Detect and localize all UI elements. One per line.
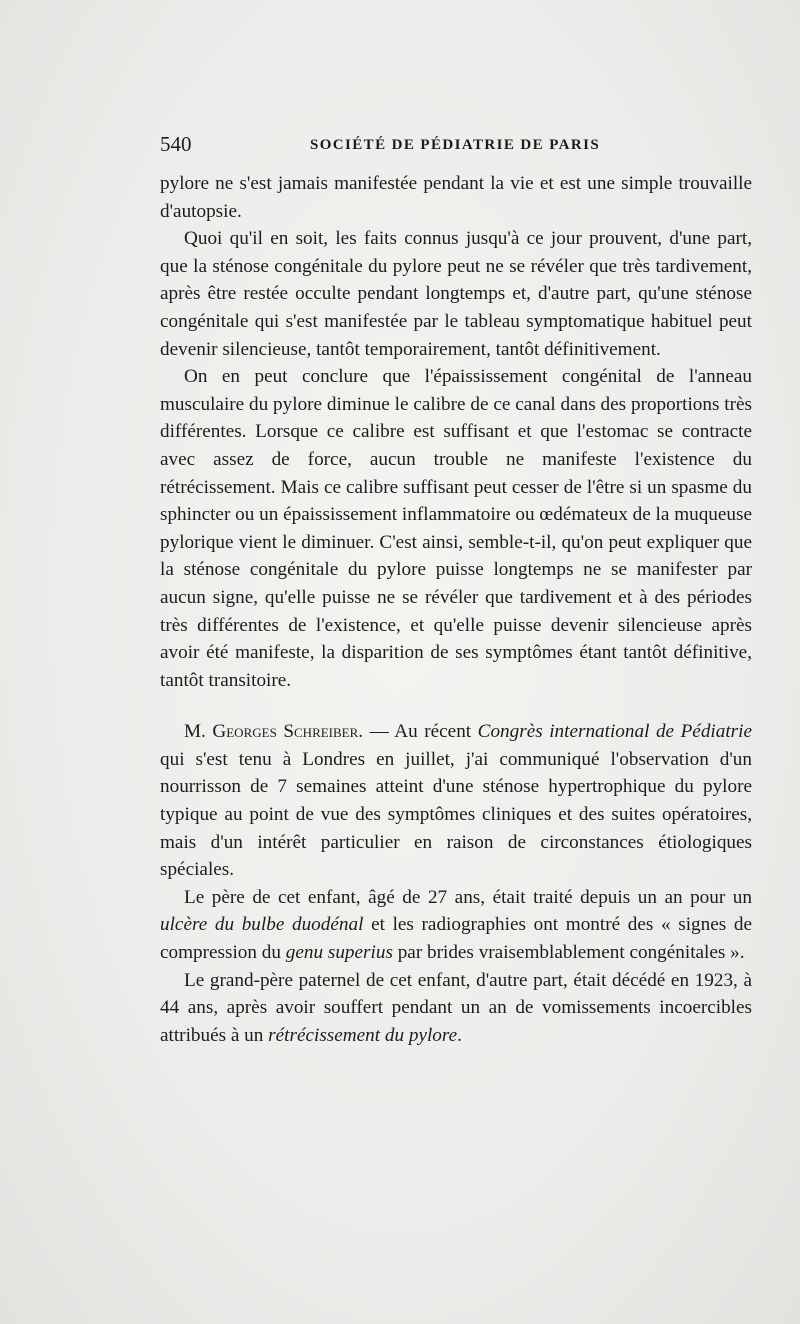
running-title: SOCIÉTÉ DE PÉDIATRIE DE PARIS [310,137,601,153]
father-text-start: Le père de cet enfant, âgé de 27 ans, était traité depuis un an pour un [184,886,752,908]
congress-title: Congrès international de Pédiatrie [477,721,752,743]
pylorus-stenosis-term: rétrécissement du pylore [268,1024,458,1046]
paragraph-grandfather [160,967,752,1050]
paragraph-continuation: pylore ne s'est jamais manifestée pendant la vie et est une simple trouvaille d'autopsie. [160,173,752,222]
body-text [160,170,752,1049]
father-text-mid: et les radiographies ont montré des « signes de compression du [160,914,752,964]
paragraph-father [160,884,752,967]
paragraph-congenital-stenosis: Quoi qu'il en soit, les faits connus jusqu'à ce jour prouvent, d'une part, que la sténose congénitale du pylore peut ne se révéler que très tardivement, après être restée occulte pendant longtemps et, d'autre part, qu'une sténose congénitale qui s'est manifestée par le tableau symptomatique habituel peut devenir silencieuse, tantôt temporairement, tantôt définitivement. [160,228,752,360]
page-number: 540 [160,132,192,156]
genu-superius-term: genu superius [285,942,393,964]
father-text-end: par brides vraisemblablement congénitales ». [392,942,745,964]
grandfather-text-start: Le grand-père paternel de cet enfant, d'autre part, était décédé en 1923, à 44 ans, après avoir souffert pendant un an de vomissements incoercibles attribués à un [160,969,752,1046]
speaker-statement: qui s'est tenu à Londres en juillet, j'ai communiqué l'observation d'un nourrisson de 7 semaines atteint d'une sténose hypertrophique du pylore typique au point de vue des symptômes cliniques et des suites opératoires, mais d'un intérêt particulier en raison de circonstances étiologiques spéciales. [160,748,752,881]
page-header [160,130,752,162]
speaker-dash: — Au récent [363,721,478,743]
paragraph-conclusion: On en peut conclure que l'épaississement congénital de l'anneau musculaire du pylore diminue le calibre de ce canal dans des proportions très différentes. Lorsque ce calibre est suffisant et que l'estomac se contracte avec assez de force, aucun trouble ne manifeste l'existence du rétrécissement. Mais ce calibre suffisant peut cesser de l'être si un spasme du sphincter ou un épaississement inflammatoire ou œdémateux de la muqueuse pylorique vient le diminuer. C'est ainsi, semble-t-il, qu'on peut expliquer que la sténose congénitale du pylore puisse longtemps ne se manifester par aucun signe, qu'elle puisse ne se révéler que tardivement et à des périodes très différentes de l'existence, et qu'elle puisse devenir silencieuse après avoir été manifeste, la disparition de ses symptômes étant tantôt définitive, tantôt transitoire. [160,366,752,691]
paragraph-schreiber [160,718,752,884]
speaker-name: M. Georges Schreiber. [184,721,364,743]
grandfather-text-end: . [457,1024,462,1046]
father-ulcer-term: ulcère du bulbe duodénal [160,914,364,936]
